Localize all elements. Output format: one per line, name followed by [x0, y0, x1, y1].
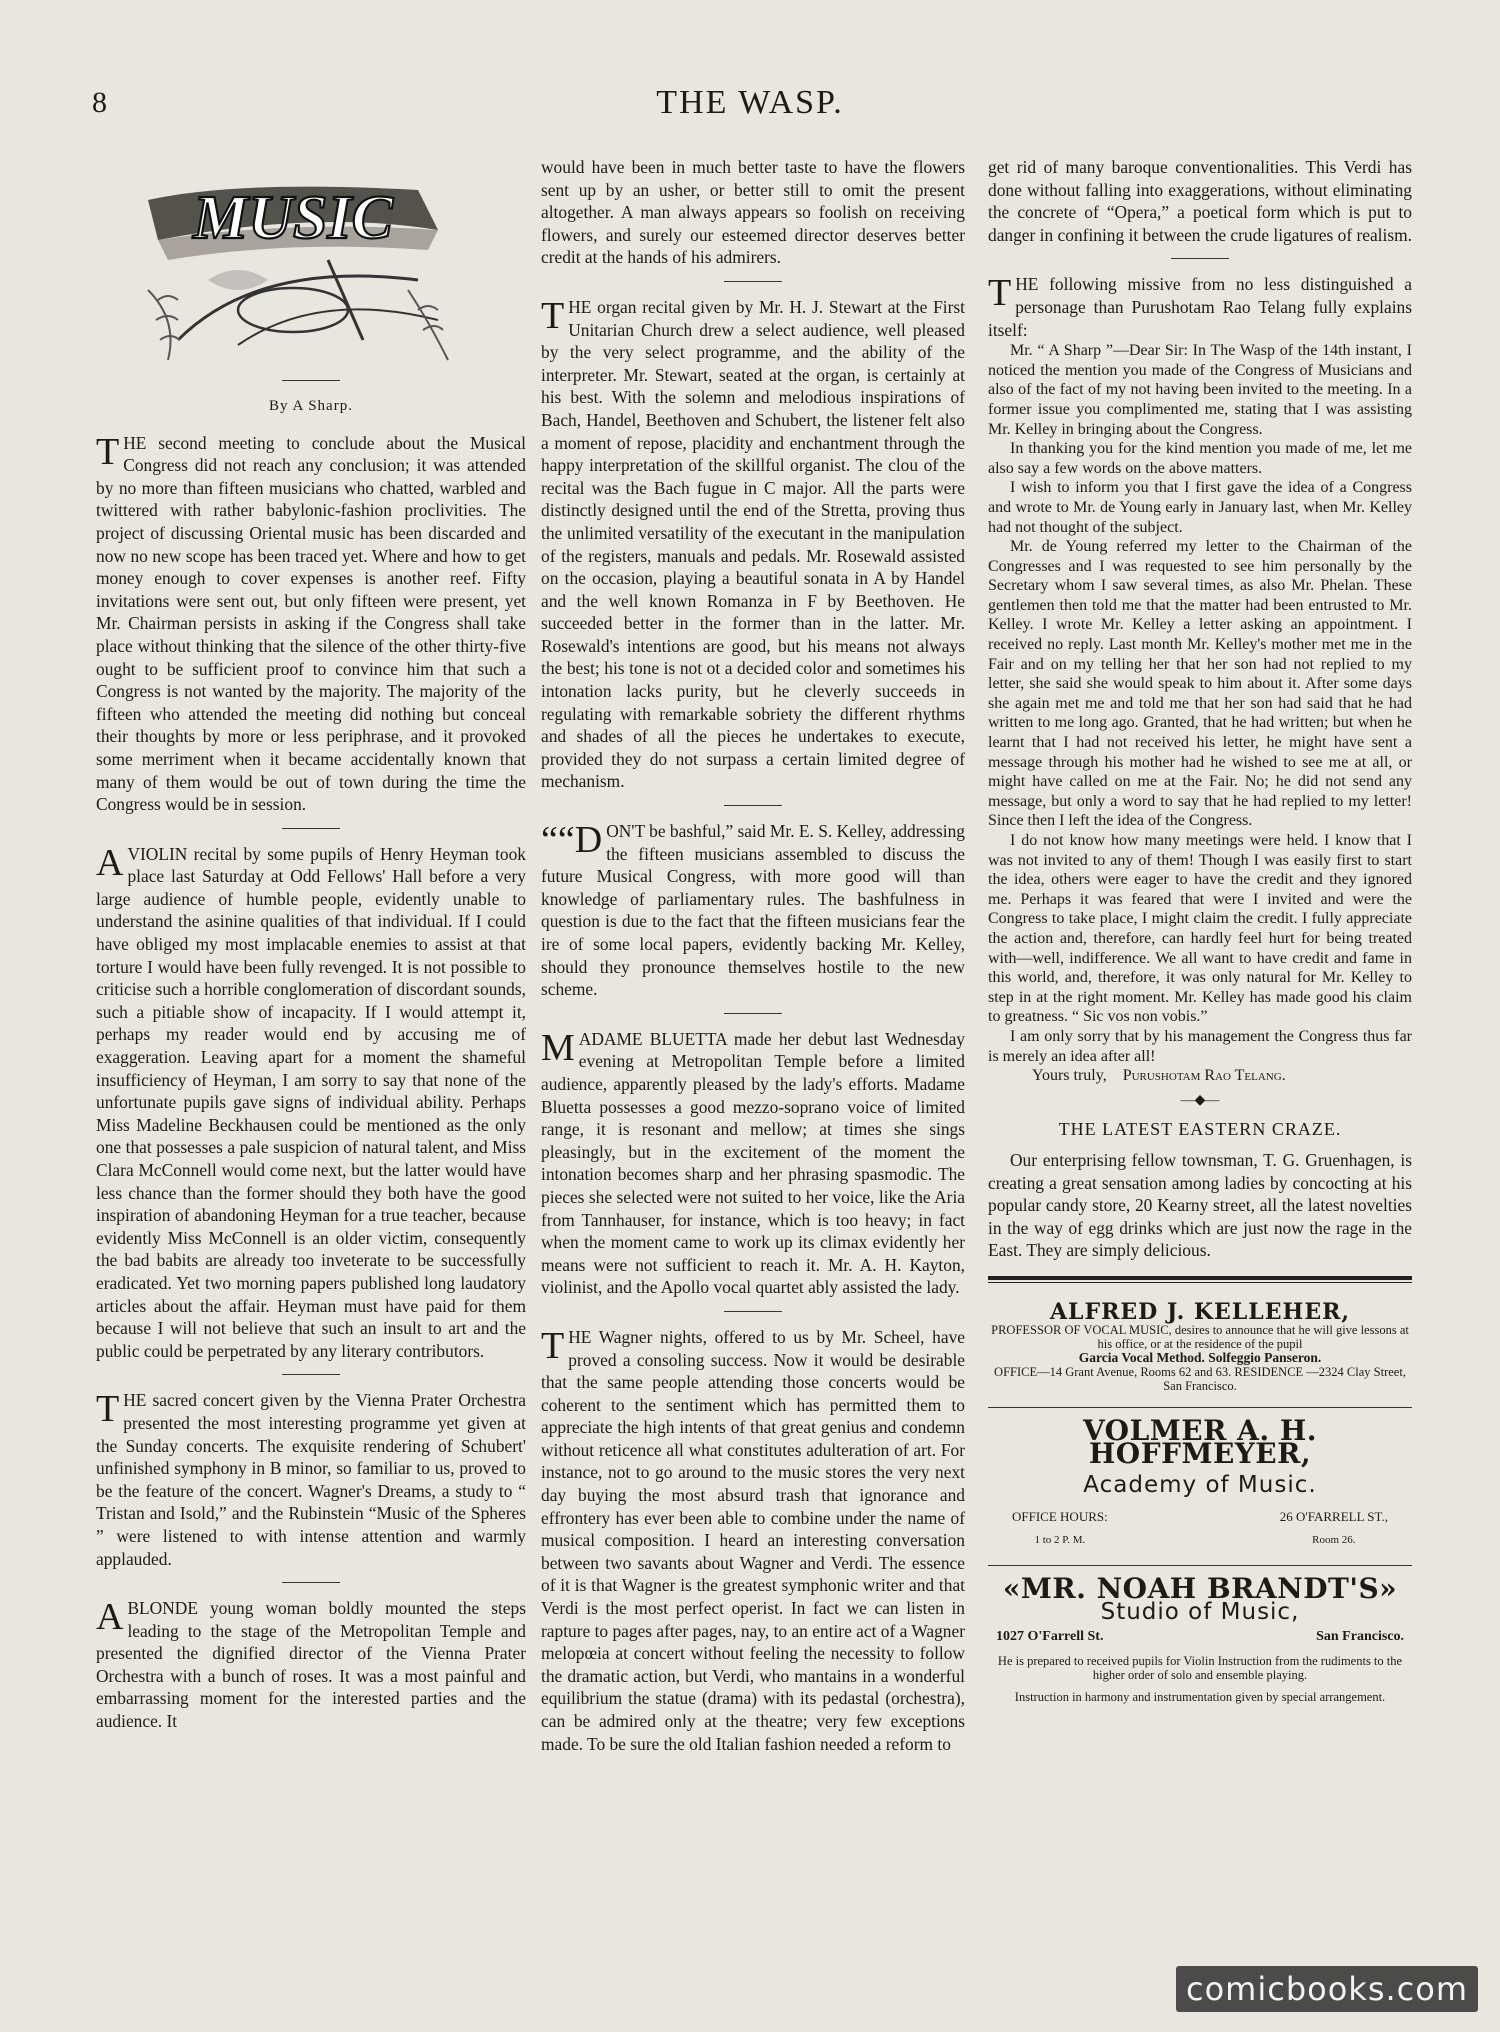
- article-paragraph: [541, 296, 965, 793]
- letter-paragraph: Mr. “ A Sharp ”—Dear Sir: In The Wasp of the 14th instant, I noticed the mention you made of the Congress of Musicians and also of the fact of my not having been invited to the meeting. In a former issue you complimented me, stating that I was assisting Mr. Kelley in bringing about the Congress.: [988, 342, 1412, 438]
- drop-cap: ““D: [541, 819, 603, 862]
- drop-cap: A: [96, 1596, 124, 1639]
- brandt-address-row: [988, 1624, 1412, 1655]
- kelleher-ad: [988, 1298, 1412, 1394]
- music-banner-illustration: [118, 170, 468, 368]
- address-label: 26 O'FARRELL ST.,: [1279, 1509, 1388, 1525]
- drop-cap: T: [96, 430, 120, 473]
- section-rule: [282, 828, 340, 829]
- letter-paragraph: I am only sorry that by his management the Congress thus far is merely an idea after all!: [988, 1027, 1412, 1065]
- article-paragraph: [541, 1028, 965, 1299]
- ornament-divider: —◆—: [1180, 1092, 1220, 1108]
- letter-signoff: [988, 1066, 1412, 1086]
- drop-cap: T: [541, 1324, 565, 1367]
- hours-label: OFFICE HOURS:: [1012, 1509, 1108, 1525]
- paragraph-text: HE Wagner nights, offered to us by Mr. Scheel, have proved a consoling success. Now it would be desirable that the same people attending those concerts would be coherent to the sentiment which has permitted them to appreciate the high intents of that great genius and condemn without reticence all what constitutes adulteration of art. For instance, not to go around to the music stores the very next day buying the most absurd trash that ignorance and effrontery has ever been able to combine under the name of musical composition. I heard an interesting conversation between two savants about Wagner and Verdi. The essence of it is that Wagner is the greatest symphonic writer and that Verdi is the most perfect operist. In fact we can listen in rapture to pages after pages, nay, to an entire act of a Wagner melopœia at concert without feeling the necessity to follow the dramatic action, but Verdi, who mantains in a wonderful equilibrium the statue (drama) with its pedastal (orchestra), can be admired only at the theatre; very few exceptions made. To be sure the old Italian fashion needed a reform to: [541, 1326, 965, 1754]
- address-value: Room 26.: [1312, 1533, 1356, 1546]
- brandt-name: «MR. NOAH BRANDT'S»: [1002, 1572, 1398, 1606]
- section-rule: [1171, 258, 1229, 259]
- paragraph-text: HE following missive from no less distinguished a personage than Purushotam Rao Telang fully explains itself:: [988, 274, 1412, 340]
- hoffmeyer-name: VOLMER A. H. HOFFMEYER,: [1082, 1414, 1318, 1471]
- article-paragraph: [96, 843, 526, 1363]
- craze-headline: THE LATEST EASTERN CRAZE.: [1058, 1119, 1342, 1140]
- column-3: [988, 156, 1412, 1704]
- section-rule: [282, 1582, 340, 1583]
- section-rule: [724, 805, 782, 806]
- brandt-instruction: Instruction in harmony and instrumentation given by special arrangement.: [1014, 1690, 1386, 1705]
- hoffmeyer-subtitle: Academy of Music.: [1083, 1471, 1317, 1498]
- section-rule: [282, 380, 340, 381]
- paragraph-text: HE organ recital given by Mr. H. J. Stewart at the First Unitarian Church drew a select audience, well pleased by the very select programme, and the ability of the interpreter. Mr. Stewart, seated at the organ, is certainly at his best. With the solemn and melodious inspirations of Bach, Handel, Beethoven and Schubert, the listener felt also a moment of repose, placidity and enchantment through the happy interpretation of the skillful organist. The clou of the recital was the Bach fugue in C major. All the parts were distinctly designed until the end of the Stretta, proving thus the unlimited versatility of the executant in the manipulation of the registers, manuals and pedals. Mr. Rosewald assisted on the occasion, playing a beautiful sonata in A by Handel and the well known Romanza in F by Beethoven. He succeeded better in the former than in the latter. Mr. Rosewald's intentions are good, but his means not always the best; his tone is not ot a decided color and sometimes his intonation lacks purity, but he cleverly succeeds in regulating with remarkable sobriety the different rhythms and shades of all the pieces he undertakes to execute, provided they do not surpass a certain limited degree of mechanism.: [541, 296, 965, 792]
- kelleher-office: OFFICE—14 Grant Avenue, Rooms 62 and 63. RESIDENCE —2324 Clay Street, San Francisco.: [994, 1365, 1406, 1394]
- brandt-ad: [988, 1572, 1412, 1705]
- paragraph-text: ADAME BLUETTA made her debut last Wednesday evening at Metropolitan Temple before a limited audience, apparently pleased by the lady's efforts. Madame Bluetta possesses a good mezzo-soprano voice of limited range, it is resonant and mellow; at times she sings pleasingly, but in the excitement of the moment the intonation becomes sharp and her phrasing spasmodic. The pieces she selected were not suited to her voice, like the Aria from Tannhauser, for instance, which is too heavy; in fact when the moment came to work up its climax evidently her means were not sufficient to reach it. Mr. A. H. Kayton, violinist, and the Apollo vocal quartet ably assisted the lady.: [541, 1028, 965, 1298]
- paragraph-text: ON'T be bashful,” said Mr. E. S. Kelley, addressing the fifteen musicians assembled to discuss the future Musical Congress, with more good will than knowledge of parliamentary rules. The bashfulness in question is due to the fact that the fifteen musicians fear the ire of some local papers, evidently backing Mr. Kelley, should they pronounce themselves hostile to the new scheme.: [541, 821, 965, 1000]
- banner-word: MUSIC: [193, 184, 393, 252]
- section-rule: [724, 1311, 782, 1312]
- drop-cap: T: [96, 1388, 120, 1431]
- article-paragraph: [541, 1326, 965, 1755]
- office-address: [1280, 1506, 1388, 1551]
- letter-paragraph: Mr. de Young referred my letter to the Chairman of the Congresses and I was requested to see him personally by the Secretary whom I saw several times, as also Mr. Phelan. These gentlemen then told me that the matter had been entrusted to Mr. Kelley. I wrote Mr. Kelley a letter asking an appointment. I received no reply. Last month Mr. Kelley's mother met me in the Fair and on my telling her that her son had not replied to my letter, she said she would speak to him about it. After some days she again met me and told me that her son had said that he had written to me long ago. Granted, that he had written; but when he learnt that I had not received his letter, he might have sent a message through his mother had he wished to see me at all, or might have called on me at the Fair. No; he did not send any message, but only a word to say that he had replied to my letter! Since then I left the idea of the Congress.: [988, 538, 1412, 830]
- drop-cap: A: [96, 841, 124, 884]
- kelleher-method: Garcia Vocal Method. Solfeggio Panseron.: [1078, 1350, 1322, 1366]
- hoffmeyer-ad: [988, 1414, 1412, 1551]
- masthead-title: THE WASP.: [656, 84, 844, 121]
- office-hours: [1012, 1506, 1108, 1551]
- article-paragraph: [988, 273, 1412, 341]
- column-1: [96, 150, 526, 1733]
- letter-body: [988, 341, 1412, 1086]
- byline: By A Sharp.: [269, 398, 353, 414]
- article-paragraph: get rid of many baroque conventionalities. This Verdi has done without falling into exaggerations, without eliminating the concrete of “Opera,” a poetical form which is put to danger in confining it between the crude ligatures of realism.: [988, 157, 1412, 245]
- column-2: [541, 156, 965, 1755]
- paragraph-text: HE sacred concert given by the Vienna Prater Orchestra presented the most interesting programme yet given at the Sunday concerts. The exquisite rendering of Schubert' unfinished symphony in B minor, so familiar to us, proved to be the feature of the concert. Wagner's Dreams, a study to “ Tristan and Isold,” and the Rubinstein “Music of the Spheres ” were listened to with intense attention and warmly applauded.: [96, 1390, 526, 1569]
- watermark-logo: comicbooks.com: [1176, 1966, 1478, 2012]
- letter-paragraph: I do not know how many meetings were held. I know that I was not invited to any of them! Though I was easily first to start the idea, others were eager to have the credit and they ignored me. Perhaps it was feared that were I invited and were the Congress to take place, I might claim the credit. I fully appreciate the action and, therefore, can hardly feel hurt for being treated with—well, indifference. We all want to have credit and fame in this world, and, therefore, it was only natural for Mr. Kelley to step in at the right moment. Mr. Kelley has made good his claim to greatness. “ Sic vos non vobis.”: [988, 832, 1412, 1026]
- kelleher-description: PROFESSOR OF VOCAL MUSIC, desires to announce that he will give lessons at his office, or at the residence of the pupil: [991, 1323, 1409, 1352]
- drop-cap: T: [988, 272, 1012, 315]
- section-rule: [724, 1013, 782, 1014]
- kelleher-name: ALFRED J. KELLEHER,: [1049, 1298, 1351, 1325]
- section-rule: [282, 1374, 340, 1375]
- brandt-subtitle: Studio of Music,: [1100, 1599, 1300, 1626]
- paragraph-text: VIOLIN recital by some pupils of Henry Heyman took place last Saturday at Odd Fellows' Hall before a very large audience of humble people, evidently unable to understand the asinine qualities of that individual. If I could have obliged my most implacable enemies to assist at that torture I would have been fully revenged. It is not possible to criticise such a horrible conglomeration of discordant sounds, such a pitiable show of incapacity. If I would attempt it, perhaps my reader would end by accusing me of exaggeration. Leaving apart for a moment the shameful insufficiency of Heyman, I am sorry to say that none of the unfortunate pupils gave signs of individual ability. Perhaps Miss Madeline Beckhausen could be mentioned as the only one that possesses a pale suspicion of natural talent, and Miss Clara McConnell would come next, but the latter would have less chance than the former should they both have the good inspiration of abandoning Heyman for a true teacher, because evidently Miss McConnell is an older victim, consequently the bad babits are already too inveterate to be successfully eradicated. Yet two morning papers published long laudatory articles about the affair. Heyman must have paid for them because I will not believe that such an insult to art and the public could be perpetrated by any literary contributors.: [96, 843, 526, 1361]
- article-paragraph: [96, 1597, 526, 1733]
- ad-separator: [988, 1407, 1412, 1408]
- music-banner: [118, 170, 468, 368]
- page-number: 8: [92, 86, 107, 119]
- signature: Purushotam Rao Telang.: [1122, 1067, 1286, 1085]
- article-paragraph: [541, 820, 965, 1001]
- article-paragraph: [96, 432, 526, 816]
- craze-paragraph: Our enterprising fellow townsman, T. G. Gruenhagen, is creating a great sensation among ladies by concocting at his popular candy store, 20 Kearny street, all the latest novelties in the way of egg drinks which are just now the rage in the East. They are simply delicious.: [988, 1149, 1412, 1261]
- paragraph-text: BLONDE young woman boldly mounted the steps leading to the stage of the Metropolitan Temple and presented the dignified director of the Vienna Prater Orchestra with a bunch of roses. It was a most painful and embarrassing moment for the interested parties and the audience. It: [96, 1598, 526, 1732]
- paragraph-text: HE second meeting to conclude about the Musical Congress did not reach any conclusion; it was attended by no more than fifteen musicians who chatted, warbled and twittered with rather babylonic-fashion proclivities. The project of discussing Oriental music has been discarded and now no new scope has been traced yet. Where and how to get money enough to cover expenses is another reef. Fifty invitations were sent out, but only fifteen were present, yet Mr. Chairman persists in asking if the Congress shall take place without thinking that the silence of the other thirty-five ought to be sufficient proof to convince him that such a Congress is not wanted by the majority. The majority of the fifteen who attended the meeting did nothing but conceal their thoughts by more or less periphrase, and it provoked some merriment when it became accidentally known that many of them would be out of town during the time the Congress would be in session.: [96, 432, 526, 815]
- letter-paragraph: I wish to inform you that I first gave the idea of a Congress and wrote to Mr. de Young early in January last, when Mr. Kelley had not thought of the subject.: [988, 479, 1412, 536]
- drop-cap: M: [541, 1026, 575, 1069]
- brandt-city: San Francisco.: [1316, 1628, 1404, 1644]
- ads-top-rule: [988, 1276, 1412, 1280]
- signoff-text: Yours truly,: [1032, 1067, 1107, 1085]
- section-rule: [724, 281, 782, 282]
- hoffmeyer-details: [988, 1506, 1412, 1551]
- article-paragraph: would have been in much better taste to have the flowers sent up by an usher, or better still to omit the present altogether. A man always appears so foolish on receiving flowers, and surely our esteemed director deserves better credit at the hands of his admirers.: [541, 157, 965, 268]
- brandt-street: 1027 O'Farrell St.: [996, 1628, 1104, 1644]
- ad-separator: [988, 1565, 1412, 1566]
- article-paragraph: [96, 1389, 526, 1570]
- drop-cap: T: [541, 294, 565, 337]
- ads-top-thin-rule: [988, 1282, 1412, 1283]
- hours-value: 1 to 2 P. M.: [1034, 1533, 1086, 1546]
- letter-paragraph: In thanking you for the kind mention you made of me, let me also say a few words on the above matters.: [988, 440, 1412, 477]
- brandt-description: He is prepared to received pupils for Violin Instruction from the rudiments to the higher order of solo and ensemble playing.: [997, 1654, 1403, 1683]
